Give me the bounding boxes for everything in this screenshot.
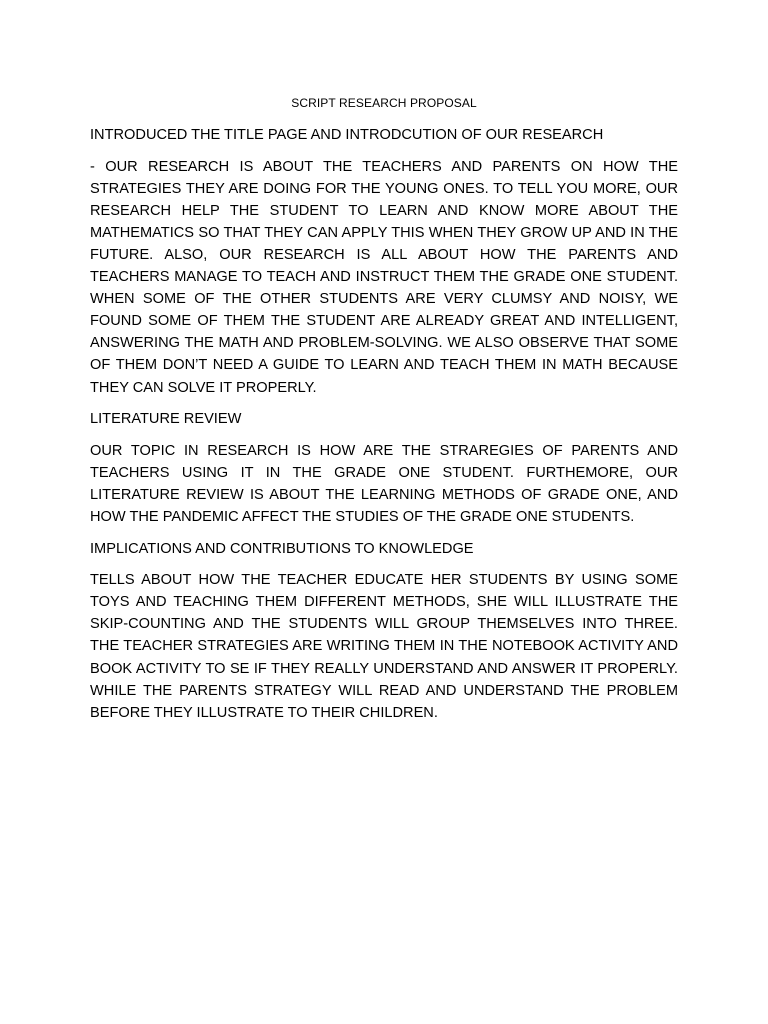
intro-paragraph: - OUR RESEARCH IS ABOUT THE TEACHERS AND PARENTS ON HOW THE STRATEGIES THEY ARE DOING FOR THE YOUNG ONES. TO TELL YOU MORE, OUR RESEARCH HELP THE STUDENT TO LEARN AND KNOW MORE ABOUT THE MATHEMATICS SO THAT THEY CAN APPLY THIS WHEN THEY GROW UP AND IN THE FUTURE. ALSO, OUR RESEARCH IS ALL ABOUT HOW THE PARENTS AND TEACHERS MANAGE TO TEACH AND INSTRUCT THEM THE GRADE ONE STUDENT. WHEN SOME OF THE OTHER STUDENTS ARE VERY CLUMSY AND NOISY, WE FOUND SOME OF THEM THE STUDENT ARE ALREADY GREAT AND INTELLIGENT, ANSWERING THE MATH AND PROBLEM-SOLVING. WE ALSO OBSERVE THAT SOME OF THEM DON’T NEED A GUIDE TO LEARN AND TEACH THEM IN MATH BECAUSE THEY CAN SOLVE IT PROPERLY. xyxy=(90,158,678,396)
literature-review-paragraph: OUR TOPIC IN RESEARCH IS HOW ARE THE STRAREGIES OF PARENTS AND TEACHERS USING IT IN THE GRADE ONE STUDENT. FURTHEMORE, OUR LITERATURE REVIEW IS ABOUT THE LEARNING METHODS OF GRADE ONE, AND HOW THE PANDEMIC AFFECT THE STUDIES OF THE GRADE ONE STUDENTS. xyxy=(90,442,678,525)
document-body xyxy=(90,124,678,733)
implications-heading: IMPLICATIONS AND CONTRIBUTIONS TO KNOWLEDGE xyxy=(90,540,474,557)
literature-review-heading: LITERATURE REVIEW xyxy=(90,411,242,428)
intro-heading: INTRODUCED THE TITLE PAGE AND INTRODCUTION OF OUR RESEARCH xyxy=(90,127,604,143)
document-title: SCRIPT RESEARCH PROPOSAL xyxy=(291,96,477,110)
implications-paragraph: TELLS ABOUT HOW THE TEACHER EDUCATE HER STUDENTS BY USING SOME TOYS AND TEACHING THEM DIFFERENT METHODS, SHE WILL ILLUSTRATE THE SKIP-COUNTING AND THE STUDENTS WILL GROUP THEMSELVES INTO THREE. THE TEACHER STRATEGIES ARE WRITING THEM IN THE NOTEBOOK ACTIVITY AND BOOK ACTIVITY TO SE IF THEY REALLY UNDERSTAND AND ANSWER IT PROPERLY. WHILE THE PARENTS STRATEGY WILL READ AND UNDERSTAND THE PROBLEM BEFORE THEY ILLUSTRATE TO THEIR CHILDREN. xyxy=(90,572,678,721)
